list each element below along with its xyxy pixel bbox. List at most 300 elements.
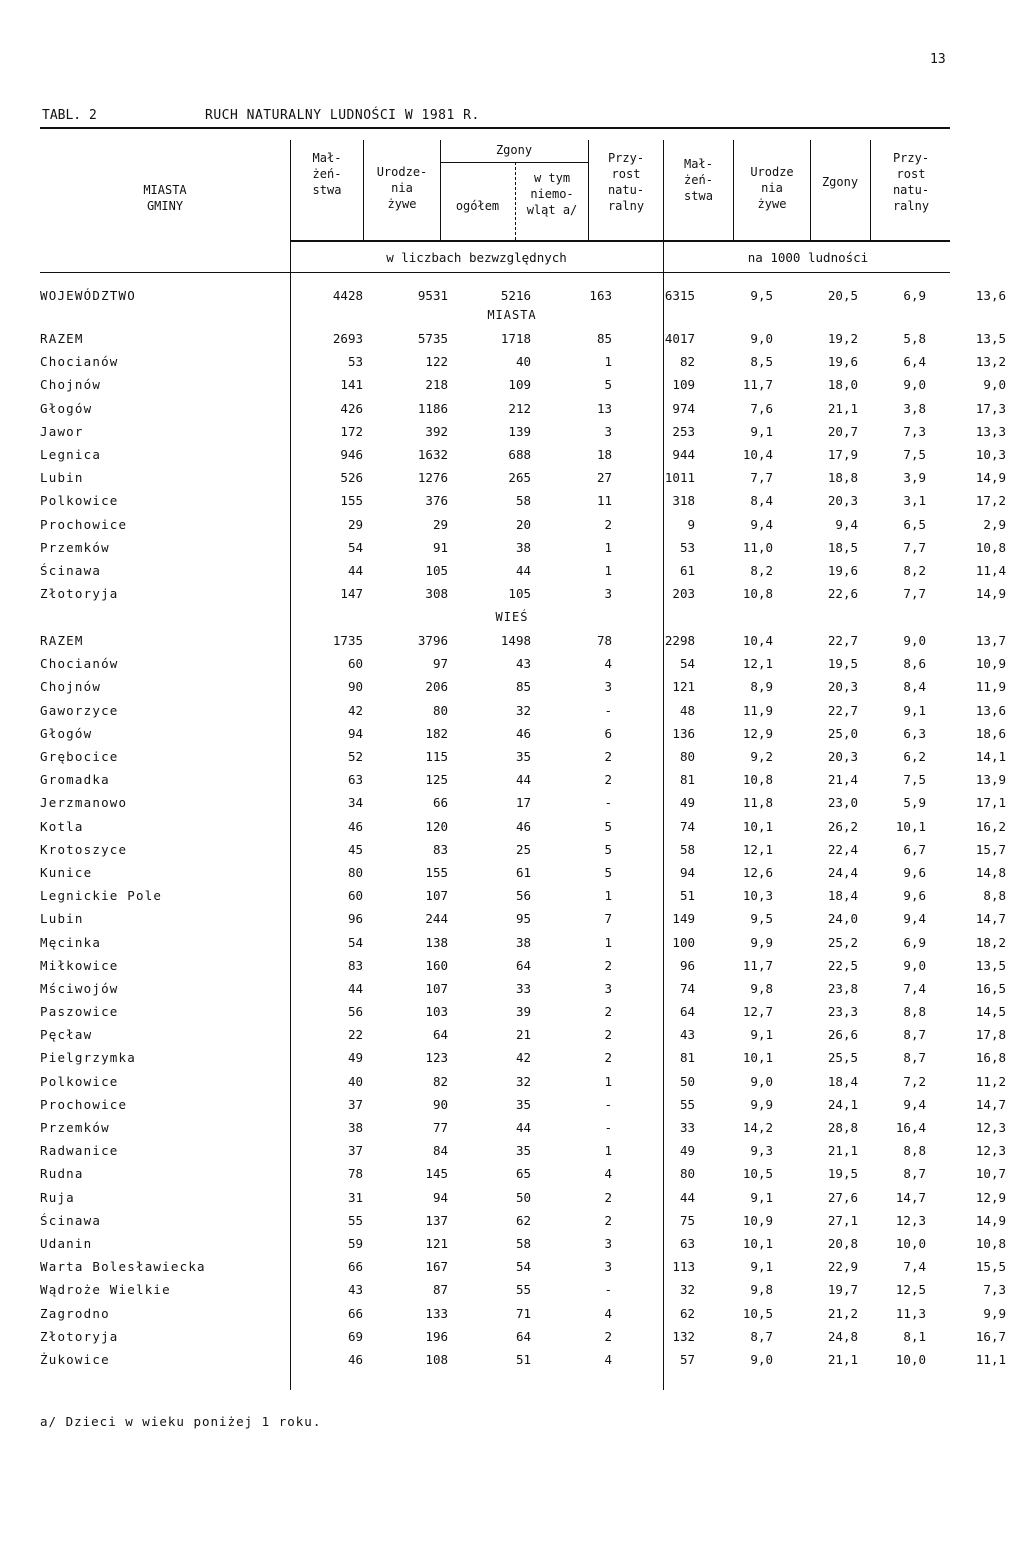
value-cell: 48 (679, 702, 695, 718)
header-w-tym: w tym niemo- wląt a/ (526, 171, 578, 217)
value-cell: 19,6 (827, 562, 858, 578)
value-cell: 426 (340, 400, 363, 416)
header-zgony-rate: Zgony (821, 175, 859, 189)
row-name: RAZEM (40, 633, 84, 649)
table-row (40, 513, 1014, 536)
value-cell: 11,9 (742, 702, 773, 718)
row-name: Pielgrzymka (40, 1050, 136, 1066)
row-name: Rudna (40, 1166, 84, 1182)
value-cell: 13,7 (975, 633, 1006, 649)
value-cell: 15,7 (975, 841, 1006, 857)
value-cell: 21,1 (827, 1143, 858, 1159)
value-cell: 90 (432, 1096, 448, 1112)
value-cell: 4017 (664, 331, 695, 347)
value-cell: 107 (425, 888, 448, 904)
table-row (40, 768, 1014, 791)
total-row (40, 284, 1014, 307)
value-cell: 38 (515, 934, 531, 950)
value-cell: 46 (347, 818, 363, 834)
row-name: Kunice (40, 864, 93, 880)
value-cell: 6,2 (903, 749, 926, 765)
value-cell: 9,0 (903, 377, 926, 393)
value-cell: 9,0 (903, 957, 926, 973)
value-cell: 109 (672, 377, 695, 393)
value-cell: 121 (425, 1235, 448, 1251)
value-cell: 8,5 (750, 354, 773, 370)
row-name: Mściwojów (40, 980, 119, 996)
row-name: Legnica (40, 447, 102, 463)
row-name: Złotoryja (40, 586, 119, 602)
table-row (40, 838, 1014, 861)
table-row (40, 489, 1014, 512)
value-cell: 94 (347, 725, 363, 741)
value-cell: 55 (679, 1096, 695, 1112)
value-cell: 40 (347, 1073, 363, 1089)
value-cell: 2 (604, 957, 612, 973)
value-cell: 6,9 (903, 934, 926, 950)
value-cell: 64 (432, 1027, 448, 1043)
value-cell: 85 (515, 679, 531, 695)
value-cell: 1 (604, 562, 612, 578)
row-name: Legnickie Pole (40, 888, 163, 904)
value-cell: 75 (679, 1212, 695, 1228)
row-name: Warta Bolesławiecka (40, 1259, 206, 1275)
value-cell: 5 (604, 818, 612, 834)
row-name: Paszowice (40, 1004, 119, 1020)
table-row (40, 1209, 1014, 1232)
table-row (40, 745, 1014, 768)
value-cell: 14,5 (975, 1004, 1006, 1020)
value-cell: 121 (672, 679, 695, 695)
value-cell: 80 (679, 749, 695, 765)
value-cell: 12,3 (975, 1120, 1006, 1136)
value-cell: 53 (679, 539, 695, 555)
value-cell: 95 (515, 911, 531, 927)
value-cell: 74 (679, 818, 695, 834)
table-row (40, 675, 1014, 698)
value-cell: 22,7 (827, 633, 858, 649)
value-cell: 1 (604, 354, 612, 370)
value-cell: 18 (596, 447, 612, 463)
value-cell: 3,9 (903, 470, 926, 486)
value-cell: 136 (672, 725, 695, 741)
table-row (40, 1139, 1014, 1162)
table-row (40, 1046, 1014, 1069)
row-name: Gromadka (40, 772, 110, 788)
value-cell: 27 (596, 470, 612, 486)
table-row (40, 1023, 1014, 1046)
table-row (40, 907, 1014, 930)
value-cell: 13,2 (975, 354, 1006, 370)
value-cell: 8,6 (903, 656, 926, 672)
row-name: Chojnów (40, 679, 102, 695)
row-name: WOJEWÓDZTWO (40, 288, 136, 304)
value-cell: 28,8 (827, 1120, 858, 1136)
value-cell: - (604, 1120, 612, 1136)
value-cell: 49 (347, 1050, 363, 1066)
value-cell: 11,7 (742, 957, 773, 973)
header-malzenstwa-rate: Mał- żeń- stwa (684, 157, 713, 203)
value-cell: 32 (515, 702, 531, 718)
value-cell: 83 (432, 841, 448, 857)
value-cell: 5 (604, 841, 612, 857)
value-cell: 58 (679, 841, 695, 857)
row-name: RAZEM (40, 331, 84, 347)
value-cell: 4 (604, 656, 612, 672)
value-cell: 46 (515, 725, 531, 741)
value-cell: 8,7 (903, 1050, 926, 1066)
row-name: Żukowice (40, 1351, 110, 1367)
row-name: Ruja (40, 1189, 75, 1205)
value-cell: 19,6 (827, 354, 858, 370)
value-cell: 19,5 (827, 656, 858, 672)
value-cell: 35 (515, 1143, 531, 1159)
value-cell: 82 (679, 354, 695, 370)
value-cell: 80 (679, 1166, 695, 1182)
value-cell: 7,3 (983, 1282, 1006, 1298)
value-cell: 122 (425, 354, 448, 370)
value-cell: 44 (515, 772, 531, 788)
value-cell: 60 (347, 656, 363, 672)
value-cell: 13,5 (975, 331, 1006, 347)
value-cell: 14,1 (975, 749, 1006, 765)
value-cell: 17,9 (827, 447, 858, 463)
value-cell: 52 (347, 749, 363, 765)
value-cell: 9,1 (750, 1189, 773, 1205)
table-row (40, 977, 1014, 1000)
value-cell: 18,6 (975, 725, 1006, 741)
value-cell: 66 (347, 1259, 363, 1275)
value-cell: 25,0 (827, 725, 858, 741)
value-cell: 64 (515, 957, 531, 973)
table-row (40, 791, 1014, 814)
value-cell: 944 (672, 447, 695, 463)
value-cell: 94 (679, 864, 695, 880)
value-cell: 2 (604, 1050, 612, 1066)
value-cell: 100 (672, 934, 695, 950)
value-cell: 62 (679, 1305, 695, 1321)
value-cell: 13,6 (975, 288, 1006, 304)
value-cell: 11,8 (742, 795, 773, 811)
value-cell: 1498 (500, 633, 531, 649)
table-row (40, 536, 1014, 559)
value-cell: 64 (515, 1328, 531, 1344)
value-cell: 82 (432, 1073, 448, 1089)
value-cell: 9,9 (983, 1305, 1006, 1321)
row-name: Lubin (40, 911, 84, 927)
value-cell: 4 (604, 1166, 612, 1182)
value-cell: 26,2 (827, 818, 858, 834)
value-cell: 149 (672, 911, 695, 927)
value-cell: 10,8 (742, 586, 773, 602)
value-cell: 206 (425, 679, 448, 695)
value-cell: 32 (515, 1073, 531, 1089)
value-cell: 77 (432, 1120, 448, 1136)
table-row (40, 1093, 1014, 1116)
value-cell: 3 (604, 679, 612, 695)
value-cell: - (604, 1096, 612, 1112)
row-name: Kotla (40, 818, 84, 834)
value-cell: 10,7 (975, 1166, 1006, 1182)
value-cell: 10,0 (895, 1351, 926, 1367)
value-cell: 13 (596, 400, 612, 416)
value-cell: 84 (432, 1143, 448, 1159)
value-cell: 19,7 (827, 1282, 858, 1298)
value-cell: 23,0 (827, 795, 858, 811)
value-cell: 40 (515, 354, 531, 370)
value-cell: 392 (425, 423, 448, 439)
value-cell: 20,3 (827, 493, 858, 509)
value-cell: 308 (425, 586, 448, 602)
value-cell: 120 (425, 818, 448, 834)
table-row (40, 559, 1014, 582)
value-cell: 78 (347, 1166, 363, 1182)
value-cell: 12,3 (975, 1143, 1006, 1159)
value-cell: 15,5 (975, 1259, 1006, 1275)
value-cell: 42 (515, 1050, 531, 1066)
value-cell: 13,5 (975, 957, 1006, 973)
value-cell: 96 (347, 911, 363, 927)
value-cell: 12,9 (975, 1189, 1006, 1205)
value-cell: 43 (515, 656, 531, 672)
row-name: Zagrodno (40, 1305, 110, 1321)
value-cell: 22,7 (827, 702, 858, 718)
value-cell: 46 (515, 818, 531, 834)
value-cell: 1718 (500, 331, 531, 347)
row-name: Jawor (40, 423, 84, 439)
value-cell: 2 (604, 1328, 612, 1344)
table-row (40, 1070, 1014, 1093)
footnote: a/ Dzieci w wieku poniżej 1 roku. (40, 1414, 322, 1429)
value-cell: 3,1 (903, 493, 926, 509)
value-cell: 64 (679, 1004, 695, 1020)
value-cell: 22,6 (827, 586, 858, 602)
value-cell: 17,3 (975, 400, 1006, 416)
value-cell: 23,3 (827, 1004, 858, 1020)
value-cell: 74 (679, 980, 695, 996)
value-cell: 8,8 (903, 1004, 926, 1020)
value-cell: 6,3 (903, 725, 926, 741)
value-cell: 19,5 (827, 1166, 858, 1182)
value-cell: 125 (425, 772, 448, 788)
row-name: Grębocice (40, 749, 119, 765)
table-row (40, 1162, 1014, 1185)
header-malzenstwa: Mał- żeń- stwa (312, 151, 342, 197)
value-cell: 16,8 (975, 1050, 1006, 1066)
value-cell: 13,3 (975, 423, 1006, 439)
value-cell: - (604, 795, 612, 811)
value-cell: 9,1 (750, 423, 773, 439)
row-name: Złotoryja (40, 1328, 119, 1344)
table-row (40, 327, 1014, 350)
value-cell: 45 (347, 841, 363, 857)
value-cell: 23,8 (827, 980, 858, 996)
value-cell: 18,8 (827, 470, 858, 486)
value-cell: 10,5 (742, 1305, 773, 1321)
value-cell: 155 (340, 493, 363, 509)
column-separator (810, 140, 811, 240)
value-cell: 3 (604, 423, 612, 439)
value-cell: 12,7 (742, 1004, 773, 1020)
value-cell: 81 (679, 772, 695, 788)
value-cell: 55 (515, 1282, 531, 1298)
value-cell: 54 (347, 539, 363, 555)
table-title: RUCH NATURALNY LUDNOŚCI W 1981 R. (205, 108, 480, 123)
value-cell: 974 (672, 400, 695, 416)
row-name: Jerzmanowo (40, 795, 128, 811)
value-cell: 58 (515, 493, 531, 509)
value-cell: 22,9 (827, 1259, 858, 1275)
table-row (40, 350, 1014, 373)
value-cell: 11,7 (742, 377, 773, 393)
row-name: Ścinawa (40, 562, 102, 578)
value-cell: 3 (604, 1259, 612, 1275)
value-cell: 2 (604, 1189, 612, 1205)
value-cell: 2298 (664, 633, 695, 649)
value-cell: 6 (604, 725, 612, 741)
value-cell: 14,8 (975, 864, 1006, 880)
value-cell: 46 (347, 1351, 363, 1367)
header-przyrost: Przy- rost natu- ralny (607, 151, 645, 213)
value-cell: 145 (425, 1166, 448, 1182)
value-cell: 9,9 (750, 1096, 773, 1112)
value-cell: 8,8 (903, 1143, 926, 1159)
value-cell: 66 (347, 1305, 363, 1321)
value-cell: 9,1 (750, 1259, 773, 1275)
row-name: Polkowice (40, 493, 119, 509)
value-cell: 38 (347, 1120, 363, 1136)
value-cell: 14,9 (975, 586, 1006, 602)
table-row (40, 629, 1014, 652)
value-cell: 21,2 (827, 1305, 858, 1321)
value-cell: 1 (604, 1143, 612, 1159)
value-cell: 4428 (332, 288, 363, 304)
value-cell: 2 (604, 1027, 612, 1043)
value-cell: 56 (515, 888, 531, 904)
value-cell: 8,8 (983, 888, 1006, 904)
value-cell: 78 (596, 633, 612, 649)
value-cell: 8,7 (750, 1328, 773, 1344)
value-cell: 81 (679, 1050, 695, 1066)
value-cell: 7,2 (903, 1073, 926, 1089)
value-cell: 20,8 (827, 1235, 858, 1251)
table-row (40, 1116, 1014, 1139)
value-cell: - (604, 702, 612, 718)
value-cell: 9,0 (750, 1351, 773, 1367)
value-cell: 18,4 (827, 888, 858, 904)
value-cell: 10,8 (975, 539, 1006, 555)
table-row (40, 1232, 1014, 1255)
value-cell: 39 (515, 1004, 531, 1020)
value-cell: 8,4 (750, 493, 773, 509)
value-cell: 108 (425, 1351, 448, 1367)
table-row (40, 1278, 1014, 1301)
value-cell: 160 (425, 957, 448, 973)
value-cell: 11,2 (975, 1073, 1006, 1089)
value-cell: 9,8 (750, 1282, 773, 1298)
value-cell: 10,5 (742, 1166, 773, 1182)
value-cell: 137 (425, 1212, 448, 1228)
value-cell: 182 (425, 725, 448, 741)
value-cell: 9,6 (903, 888, 926, 904)
unit-absolute: w liczbach bezwzględnych (386, 250, 567, 265)
value-cell: 105 (508, 586, 531, 602)
value-cell: 12,6 (742, 864, 773, 880)
value-cell: 11,9 (975, 679, 1006, 695)
row-name: Ścinawa (40, 1212, 102, 1228)
table-row (40, 930, 1014, 953)
value-cell: 5 (604, 864, 612, 880)
value-cell: 212 (508, 400, 531, 416)
row-name: Lubin (40, 470, 84, 486)
value-cell: 7,4 (903, 980, 926, 996)
header-ogolem: ogółem (455, 199, 500, 213)
value-cell: 12,5 (895, 1282, 926, 1298)
value-cell: 18,0 (827, 377, 858, 393)
value-cell: 7,5 (903, 772, 926, 788)
value-cell: 58 (515, 1235, 531, 1251)
value-cell: 155 (425, 864, 448, 880)
table-row (40, 861, 1014, 884)
value-cell: 31 (347, 1189, 363, 1205)
value-cell: 10,3 (975, 447, 1006, 463)
value-cell: 17,2 (975, 493, 1006, 509)
value-cell: 51 (679, 888, 695, 904)
row-name: Głogów (40, 400, 93, 416)
value-cell: 91 (432, 539, 448, 555)
value-cell: 16,2 (975, 818, 1006, 834)
value-cell: 37 (347, 1096, 363, 1112)
value-cell: 253 (672, 423, 695, 439)
value-cell: 10,9 (975, 656, 1006, 672)
value-cell: 1276 (417, 470, 448, 486)
table-row (40, 1301, 1014, 1324)
value-cell: 9,3 (750, 1143, 773, 1159)
value-cell: 24,4 (827, 864, 858, 880)
value-cell: 6,4 (903, 354, 926, 370)
value-cell: 24,1 (827, 1096, 858, 1112)
value-cell: 21,4 (827, 772, 858, 788)
value-cell: 139 (508, 423, 531, 439)
value-cell: 65 (515, 1166, 531, 1182)
table-row (40, 420, 1014, 443)
zgony-rule (440, 162, 588, 163)
row-name: Prochowice (40, 516, 128, 532)
value-cell: 5216 (500, 288, 531, 304)
value-cell: 9,2 (750, 749, 773, 765)
value-cell: 7,4 (903, 1259, 926, 1275)
value-cell: 9,4 (903, 1096, 926, 1112)
cities-table (40, 327, 1014, 605)
value-cell: 7,3 (903, 423, 926, 439)
value-cell: 1735 (332, 633, 363, 649)
value-cell: 50 (515, 1189, 531, 1205)
value-cell: 50 (679, 1073, 695, 1089)
value-cell: 10,4 (742, 633, 773, 649)
value-cell: 2 (604, 516, 612, 532)
value-cell: 20,7 (827, 423, 858, 439)
value-cell: 56 (347, 1004, 363, 1020)
value-cell: 9 (687, 516, 695, 532)
value-cell: 16,4 (895, 1120, 926, 1136)
value-cell: 22 (347, 1027, 363, 1043)
value-cell: 265 (508, 470, 531, 486)
value-cell: 3,8 (903, 400, 926, 416)
row-name: Polkowice (40, 1073, 119, 1089)
section-title: WIEŚ (495, 610, 529, 624)
value-cell: 11 (596, 493, 612, 509)
header-zgony: Zgony (495, 143, 533, 157)
